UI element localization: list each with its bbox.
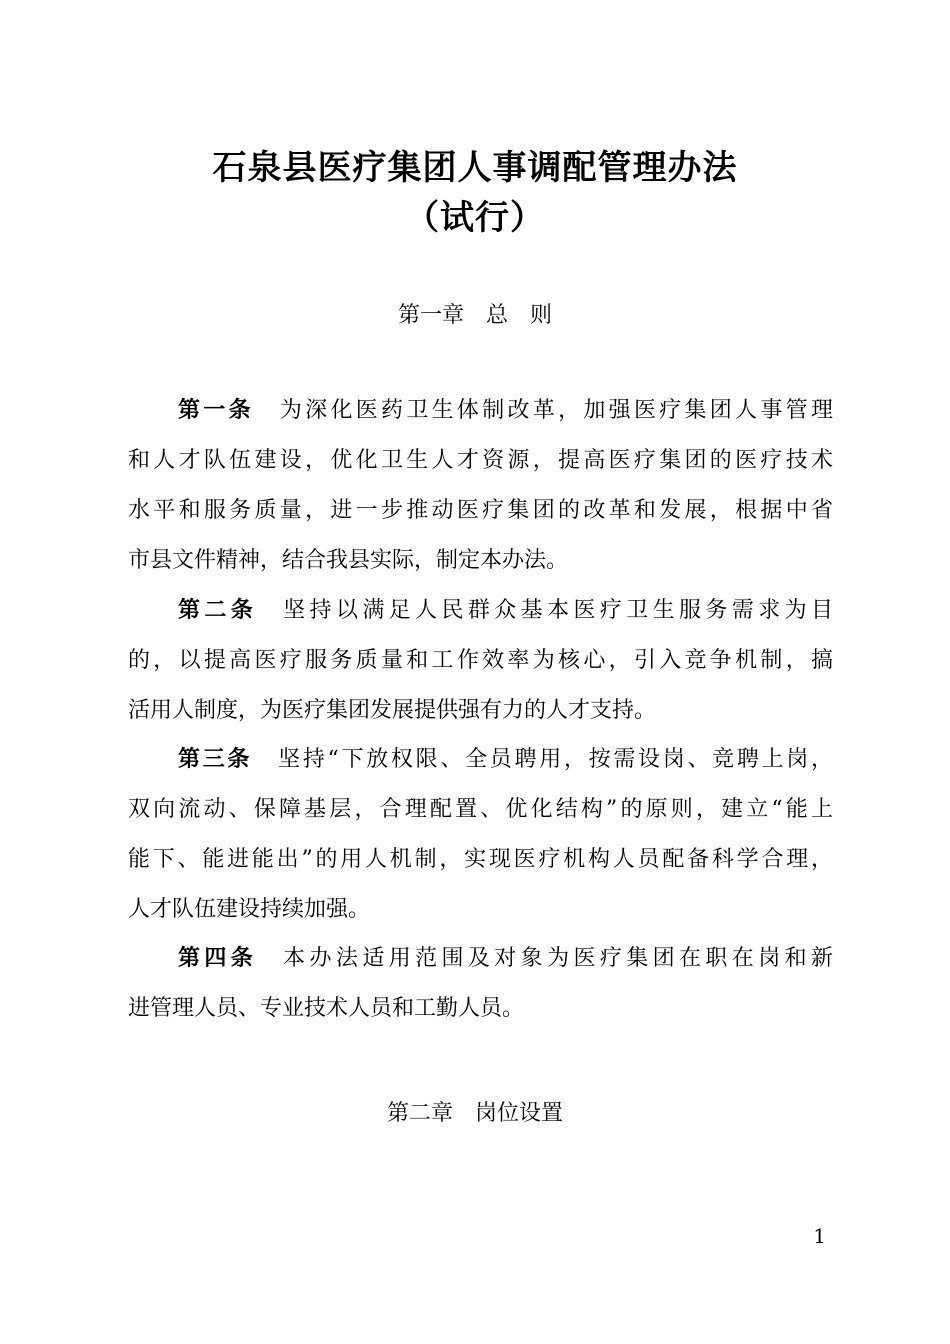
paragraph-line: 能下、能进能出”的用人机制，实现医疗机构人员配备科学合理， — [128, 847, 833, 872]
paragraph-line: 水平和服务质量，进一步推动医疗集团的改革和发展，根据中省 — [128, 498, 833, 523]
paragraph-line: 双向流动、保障基层，合理配置、优化结构”的原则，建立“能上 — [128, 797, 833, 822]
paragraph-line: 和人才队伍建设，优化卫生人才资源，提高医疗集团的医疗技术 — [128, 448, 833, 473]
line-text: 坚持以满足人民群众基本医疗卫生服务需求为目 — [283, 598, 833, 623]
paragraph-line: 活用人制度，为医疗集团发展提供强有力的人才支持。 — [128, 698, 657, 723]
paragraph-line: 进管理人员、专业技术人员和工勤人员。 — [128, 996, 525, 1021]
paragraph-line: 人才队伍建设持续加强。 — [128, 897, 371, 922]
document-subtitle: （试行） — [405, 198, 545, 238]
article-paragraph — [128, 386, 833, 586]
article-paragraph — [128, 735, 833, 935]
line-text: 为深化医药卫生体制改革，加强医疗集团人事管理 — [279, 398, 833, 423]
paragraph-line — [128, 735, 833, 785]
article-label: 第一条 — [178, 398, 254, 423]
page-number: 1 — [813, 1224, 826, 1248]
paragraph-line — [128, 934, 833, 984]
paragraph-line — [128, 386, 833, 436]
article-label: 第四条 — [178, 946, 258, 971]
article-label: 第三条 — [178, 747, 253, 772]
article-label: 第二条 — [178, 598, 258, 623]
chapter-heading: 第二章 岗位设置 — [386, 1101, 563, 1126]
line-text: 坚持“下放权限、全员聘用，按需设岗、竞聘上岗， — [278, 747, 833, 772]
article-paragraph — [128, 586, 833, 736]
line-text: 本办法适用范围及对象为医疗集团在职在岗和新 — [283, 946, 833, 971]
paragraph-line — [128, 586, 833, 636]
paragraph-line: 市县文件精神，结合我县实际，制定本办法。 — [128, 548, 569, 573]
document-title: 石泉县医疗集团人事调配管理办法 — [212, 148, 738, 188]
article-paragraph — [128, 934, 833, 1034]
chapter-heading: 第一章 总 则 — [397, 303, 552, 328]
paragraph-line: 的，以提高医疗服务质量和工作效率为核心，引入竞争机制，搞 — [128, 648, 833, 673]
